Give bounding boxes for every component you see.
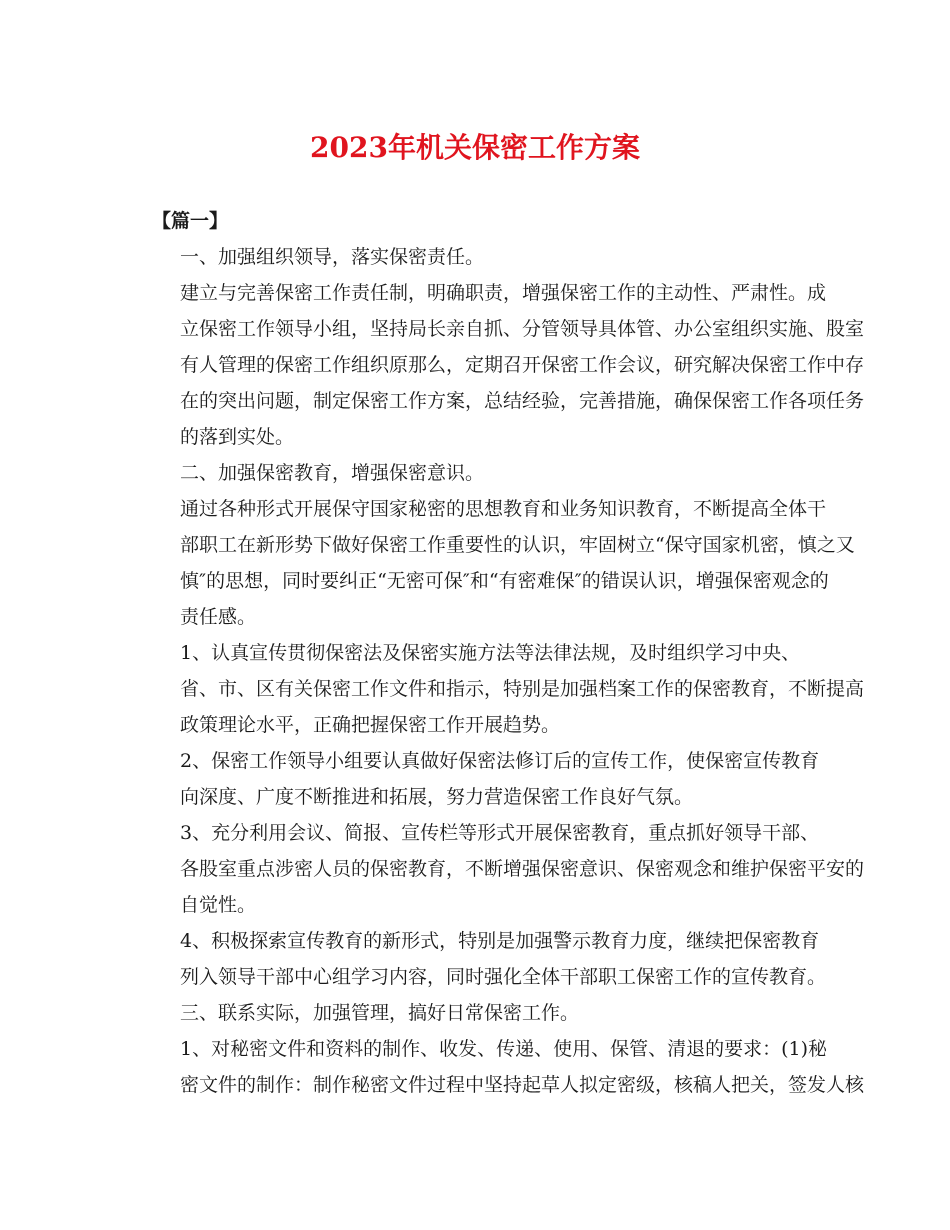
paragraph-2 [142,275,865,455]
text-line: 1、认真宣传贯彻保密法及保密实施方法等法律法规，及时组织学习中央、 [180,642,801,664]
paragraph-7 [142,815,865,923]
paragraph-5 [142,635,865,743]
text-line: 2、保密工作领导小组要认真做好保密法修订后的宣传工作，使保密宣传教育 [180,750,820,772]
text-line: 一、加强组织领导，落实保密责任。 [180,246,485,268]
paragraph-4 [142,491,855,635]
text-line: 通过各种形式开展保守国家秘密的思想教育和业务知识教育，不断提高全体干 [180,498,827,520]
text-line: 省、市、区有关保密工作文件和指示，特别是加强档案工作的保密教育，不断提高 [180,678,865,700]
text-line: 三、联系实际，加强管理，搞好日常保密工作。 [180,1002,580,1024]
text-line: 政策理论水平，正确把握保密工作开展趋势。 [180,714,561,736]
text-line: 各股室重点涉密人员的保密教育，不断增强保密意识、保密观念和维护保密平安的 [180,858,865,880]
document-title: 2023年机关保密工作方案 [310,131,640,164]
text-line: 自觉性。 [180,894,257,916]
text-line: 3、充分利用会议、简报、宣传栏等形式开展保密教育，重点抓好领导干部、 [180,822,820,844]
text-line: 部职工在新形势下做好保密工作重要性的认识，牢固树立“保守国家机密，慎之又 [180,534,855,556]
text-line: 在的突出问题，制定保密工作方案，总结经验，完善措施，确保保密工作各项任务 [180,390,865,412]
text-line: 的落到实处。 [180,426,295,448]
document-body [142,203,865,1103]
text-line: 有人管理的保密工作组织原那么，定期召开保密工作会议，研究解决保密工作中存 [180,354,865,376]
text-line: 密文件的制作：制作秘密文件过程中坚持起草人拟定密级，核稿人把关，签发人核 [180,1074,865,1096]
section-label: 【篇一】 [152,210,229,232]
text-line: 列入领导干部中心组学习内容，同时强化全体干部职工保密工作的宣传教育。 [180,966,827,988]
paragraph-9 [142,995,814,1031]
paragraph-10 [142,1031,865,1103]
paragraph-8 [142,923,827,995]
text-line: 二、加强保密教育，增强保密意识。 [180,462,485,484]
paragraph-1 [142,239,814,275]
text-line: 4、积极探索宣传教育的新形式，特别是加强警示教育力度，继续把保密教育 [180,930,820,952]
text-line: 慎″的思想，同时要纠正“无密可保″和“有密难保″的错误认识，增强保密观念的 [180,570,829,592]
text-line: 建立与完善保密工作责任制，明确职责，增强保密工作的主动性、严肃性。成 [180,282,827,304]
text-line: 1、对秘密文件和资料的制作、收发、传递、使用、保管、清退的要求：(1)秘 [180,1038,828,1060]
text-line: 立保密工作领导小组，坚持局长亲自抓、分管领导具体管、办公室组织实施、股室 [180,318,865,340]
paragraph-3 [142,455,814,491]
text-line: 责任感。 [180,606,257,628]
paragraph-6 [142,743,820,815]
text-line: 向深度、广度不断推进和拓展，努力营造保密工作良好气氛。 [180,786,694,808]
